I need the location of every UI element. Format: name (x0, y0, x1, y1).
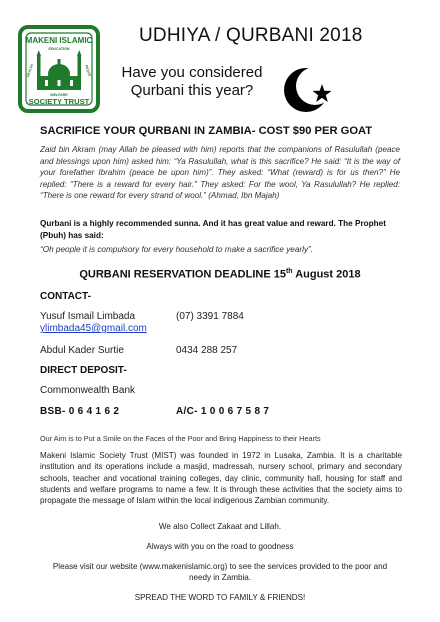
logo-bottom-small: WELFARE (50, 93, 68, 97)
contact-1-email-link[interactable]: ylimbada45@gmail.com (40, 323, 147, 334)
logo-bottom-text: SOCIETY TRUST (28, 97, 90, 106)
hadith-paragraph: Zaid bin Akram (may Allah be pleased with him) reports that the companions of Rasulullah (peace and blessings upon him) asked him: “Ya Rasulullah, what is this sacrifice? He said: “It is the way of your forefather Ibrahim (peace be upon him)”. They asked: “What (reward) is for us then?” He replied: “There is a reward for every hair.” They asked: For the wool, Ya Rasulullah? He replied: “There is one reward for every strand of wool.” (Ahmad, Ibn Majah) (40, 145, 400, 201)
question-line-1: Have you considered (121, 64, 263, 81)
bsb-number: BSB- 0 6 4 1 6 2 (40, 406, 120, 417)
sacrifice-heading: SACRIFICE YOUR QURBANI IN ZAMBIA- COST $90 PER GOAT (40, 125, 373, 137)
makeni-islamic-logo (17, 24, 101, 114)
contact-1-phone[interactable]: (07) 3391 7884 (176, 311, 244, 322)
contact-2-name: Abdul Kader Surtie (40, 345, 124, 356)
crescent-star-icon (282, 64, 334, 116)
contact-2-phone[interactable]: 0434 288 257 (176, 345, 238, 356)
contact-1-name: Yusuf Ismail Limbada (40, 311, 136, 322)
zakaat-line: We also Collect Zakaat and Lillah. (158, 522, 282, 531)
sunna-paragraph: Qurbani is a highly recommended sunna. And it has great value and reward. The Prophet (Pbuh) has said: (40, 219, 386, 240)
about-paragraph: Makeni Islamic Society Trust (MIST) was founded in 1972 in Lusaka, Zambia. It is a charitable institution and its operations include a masjid, madressah, nursery school, primary and secondary schools, teacher and vocational training colleges, day clinic, community hall, housing for staff and students and welfare programs to name a few. It is through these activities that the society aims to propagate the message of Islam within the local indigenous Zambian community. (40, 451, 402, 506)
reservation-deadline (0, 268, 440, 281)
direct-deposit-label: DIRECT DEPOSIT- (40, 365, 127, 376)
spread-word-line: SPREAD THE WORD TO FAMILY & FRIENDS! (134, 593, 306, 602)
qurbani-question (112, 64, 272, 100)
deadline-date: August 2018 (292, 268, 361, 281)
contact-label: CONTACT- (40, 291, 91, 302)
logo-left-word: HEALTH (25, 63, 35, 78)
website-line: Please visit our website (www.makenislamic.org) to see the services provided to the poor and needy in Zambia. (52, 562, 388, 583)
deadline-prefix: QURBANI RESERVATION DEADLINE 15 (79, 268, 286, 281)
aim-statement: Our Aim is to Put a Smile on the Faces of the Poor and Bring Happiness to their Hearts (40, 434, 321, 443)
logo-small-text: EDUCATION (48, 47, 70, 51)
logo-right-word: PEACE (84, 64, 92, 77)
logo-top-text: MAKENI ISLAMIC (25, 36, 93, 45)
prophet-quote: “Oh people it is compulsory for every household to make a sacrifice yearly”. (40, 245, 314, 254)
bank-name: Commonwealth Bank (40, 385, 136, 396)
goodness-line: Always with you on the road to goodness (146, 542, 294, 551)
question-line-2: Qurbani this year? (130, 82, 254, 99)
deadline-ordinal: th (285, 268, 293, 275)
page-title: UDHIYA / QURBANI 2018 (139, 25, 363, 46)
account-number: A/C- 1 0 0 6 7 5 8 7 (176, 406, 270, 417)
